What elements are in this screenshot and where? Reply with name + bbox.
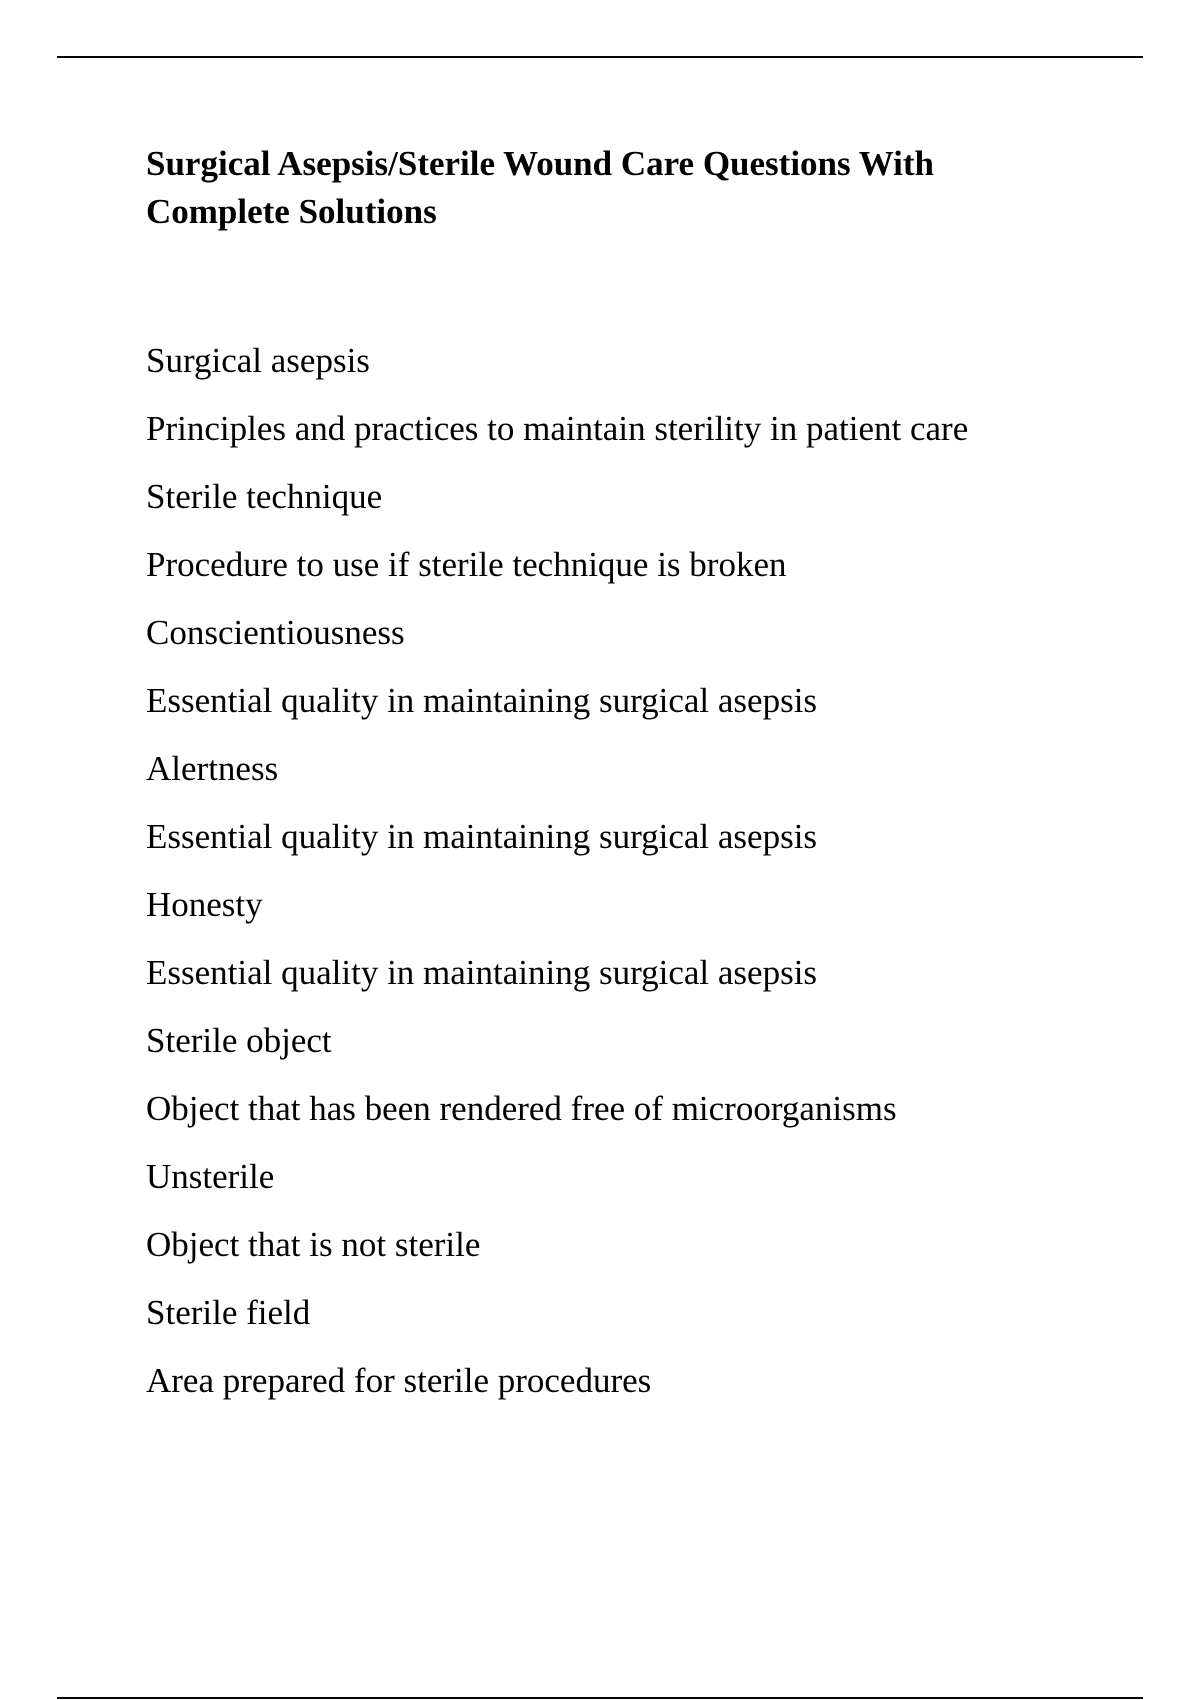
definition-alertness: Essential quality in maintaining surgical asepsis: [146, 817, 818, 856]
definition-conscientiousness: Essential quality in maintaining surgical asepsis: [146, 681, 818, 720]
term-surgical-asepsis: Surgical asepsis: [146, 341, 370, 380]
qa-list: [146, 327, 968, 1415]
definition-sterile-field: Area prepared for sterile procedures: [146, 1361, 652, 1400]
top-rule: [57, 56, 1143, 58]
definition-unsterile: Object that is not sterile: [146, 1225, 481, 1264]
definition-sterile-object: Object that has been rendered free of microorganisms: [146, 1089, 897, 1128]
term-sterile-object: Sterile object: [146, 1021, 332, 1060]
term-sterile-field: Sterile field: [146, 1293, 311, 1332]
definition-surgical-asepsis: Principles and practices to maintain sterility in patient care: [146, 409, 969, 448]
definition-sterile-technique: Procedure to use if sterile technique is broken: [146, 545, 787, 584]
term-unsterile: Unsterile: [146, 1157, 275, 1196]
term-alertness: Alertness: [146, 749, 279, 788]
term-conscientiousness: Conscientiousness: [146, 613, 405, 652]
title-line-1: Surgical Asepsis/Sterile Wound Care Questions With: [146, 144, 934, 183]
term-honesty: Honesty: [146, 885, 263, 924]
document-title: [146, 140, 1046, 236]
definition-honesty: Essential quality in maintaining surgical asepsis: [146, 953, 818, 992]
term-sterile-technique: Sterile technique: [146, 477, 383, 516]
title-line-2: Complete Solutions: [146, 192, 437, 231]
bottom-rule: [57, 1697, 1143, 1699]
